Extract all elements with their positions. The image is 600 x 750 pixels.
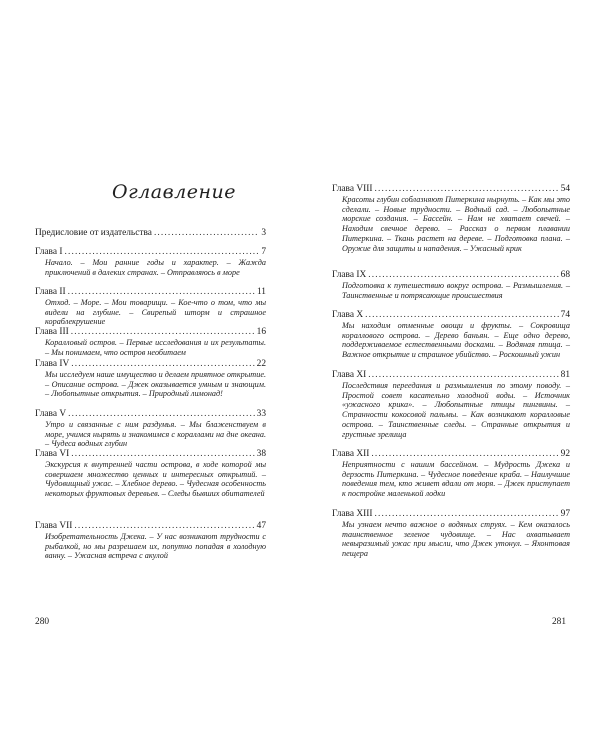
- toc-entry-chapter-5[interactable]: [35, 409, 266, 449]
- leader-dots: [375, 184, 559, 195]
- toc-entry-chapter-3[interactable]: [35, 327, 266, 357]
- leader-dots: [64, 247, 259, 258]
- entry-label: Глава III: [35, 327, 69, 337]
- toc-entry-chapter-11[interactable]: [332, 370, 570, 439]
- entry-summary: Изобретательность Джека. – У нас возникают трудности с рыбалкой, но мы разрешаем их, попутно попадая в холодную ванну. – Ужасная встреча с акулой: [45, 532, 266, 561]
- leader-dots: [71, 359, 254, 370]
- entry-page: 7: [261, 247, 266, 257]
- entry-page: 68: [560, 270, 570, 280]
- toc-entry-chapter-4[interactable]: [35, 359, 266, 399]
- page-number-right: 281: [551, 617, 566, 627]
- entry-summary: Последствия переедания и размышления по этому поводу. – Простой совет касательно холодной воды. – Источник «ужасного крика». – Любопытные птицы пингвины. – Странности кокосовой пальмы. – Как возникают коралловые острова. – Таинственные следы. – Странные открытия и грустные зрелища: [342, 381, 570, 439]
- entry-page: 74: [560, 310, 570, 320]
- entry-summary: Начало. – Мои ранние годы и характер. – Жажда приключений в далеких странах. – Отправляюсь в море: [45, 258, 266, 277]
- entry-label: Глава IV: [35, 359, 70, 369]
- entry-label: Глава V: [35, 409, 67, 419]
- entry-page: 47: [256, 521, 266, 531]
- entry-summary: Мы находим отменные овощи и фрукты. – Сокровища кораллового острова. – Дерево баньян. – Еще одно дерево, поддерживаемое естественными досками. – Водяная птица. – Важное открытие и страшное убийство. – Роскошный ужин: [342, 321, 570, 360]
- entry-summary: Подготовка к путешествию вокруг острова. – Размышления. – Таинственные и потрясающие происшествия: [342, 281, 570, 300]
- entry-summary: Мы узнаем нечто важное о водяных струях. – Кем оказалось таинственное зеленое чудовище. – Нас охватывает невыразимый ужас при мысли, что Джек утонул. – Яхонтовая пещера: [342, 520, 570, 559]
- leader-dots: [68, 287, 255, 298]
- entry-summary: Мы исследуем наше имущество и делаем приятное открытие. – Описание острова. – Джек оказывается умным и знающим. – Любопытные открытия. – Природный лимонад!: [45, 370, 266, 399]
- toc-entry-chapter-9[interactable]: [332, 270, 570, 300]
- toc-entry-chapter-12[interactable]: [332, 449, 570, 499]
- leader-dots: [71, 449, 254, 460]
- entry-label: Глава X: [332, 310, 364, 320]
- entry-label: Глава XIII: [332, 509, 373, 519]
- entry-label: Глава I: [35, 247, 63, 257]
- entry-page: 16: [256, 327, 266, 337]
- page-title: Оглавление: [112, 181, 237, 203]
- toc-entry-preface[interactable]: [35, 228, 266, 239]
- entry-label: Глава VI: [35, 449, 70, 459]
- entry-summary: Неприятности с нашим бассейном. – Мудрость Джека и дерзость Питеркина. – Чудесное поведение краба. – Наилучшие поведения тем, кто живет вдали от моря. – Джек приступает к постройке маленькой лодки: [342, 460, 570, 499]
- right-page: [300, 0, 600, 750]
- leader-dots: [74, 521, 254, 532]
- leader-dots: [375, 509, 559, 520]
- leader-dots: [365, 310, 558, 321]
- entry-label: Глава VIII: [332, 184, 373, 194]
- entry-page: 22: [256, 359, 266, 369]
- leader-dots: [371, 449, 558, 460]
- entry-page: 11: [256, 287, 266, 297]
- toc-entry-chapter-1[interactable]: [35, 247, 266, 277]
- entry-page: 54: [560, 184, 570, 194]
- page-number-left: 280: [35, 617, 50, 627]
- entry-label: Глава VII: [35, 521, 73, 531]
- entry-label: Предисловие от издательства: [35, 228, 152, 238]
- leader-dots: [68, 409, 254, 420]
- toc-entry-chapter-2[interactable]: [35, 287, 266, 327]
- toc-entry-chapter-7[interactable]: [35, 521, 266, 561]
- leader-dots: [368, 270, 558, 281]
- entry-label: Глава XII: [332, 449, 370, 459]
- entry-label: Глава II: [35, 287, 66, 297]
- toc-entry-chapter-8[interactable]: [332, 184, 570, 253]
- entry-page: 97: [560, 509, 570, 519]
- entry-summary: Коралловый остров. – Первые исследования и их результаты. – Мы понимаем, что остров необитаем: [45, 338, 266, 357]
- entry-summary: Утро и связанные с ним раздумья. – Мы блаженствуем в море, учимся нырять и знакомимся с кораллами на дне океана. – Чудеса водных глубин: [45, 420, 266, 449]
- leader-dots: [154, 228, 259, 239]
- entry-page: 33: [256, 409, 266, 419]
- entry-page: 38: [256, 449, 266, 459]
- toc-entry-chapter-10[interactable]: [332, 310, 570, 360]
- leader-dots: [368, 370, 558, 381]
- entry-summary: Отход. – Море. – Мои товарищи. – Кое-что о том, что мы видели на глубине. – Свирепый шторм и страшное кораблекрушение: [45, 298, 266, 327]
- entry-page: 92: [560, 449, 570, 459]
- leader-dots: [71, 327, 255, 338]
- entry-page: 81: [560, 370, 570, 380]
- entry-page: 3: [261, 228, 266, 238]
- entry-label: Глава XI: [332, 370, 367, 380]
- toc-entry-chapter-6[interactable]: [35, 449, 266, 499]
- entry-summary: Красоты глубин соблазняют Питеркина нырнуть. – Как мы это сделали. – Новые трудности. – Водный сад. – Любопытные морские создания. – Бассейн. – Нам не хватает свечей. – Находим свечное дерево. – Рассказ о первом плавании Питеркина. – Ткань растет на дереве. – Подготовка плана. – Оружие для защиты и нападения. – Ужасный крик: [342, 195, 570, 253]
- entry-summary: Экскурсия к внутренней части острова, в ходе которой мы совершаем множество ценных и интересных открытий. – Чудовищный ужас. – Хлебное дерево. – Чудесная особенность некоторых фруктовых деревьев. – Следы бывших обитателей: [45, 460, 266, 499]
- entry-label: Глава IX: [332, 270, 367, 280]
- toc-entry-chapter-13[interactable]: [332, 509, 570, 559]
